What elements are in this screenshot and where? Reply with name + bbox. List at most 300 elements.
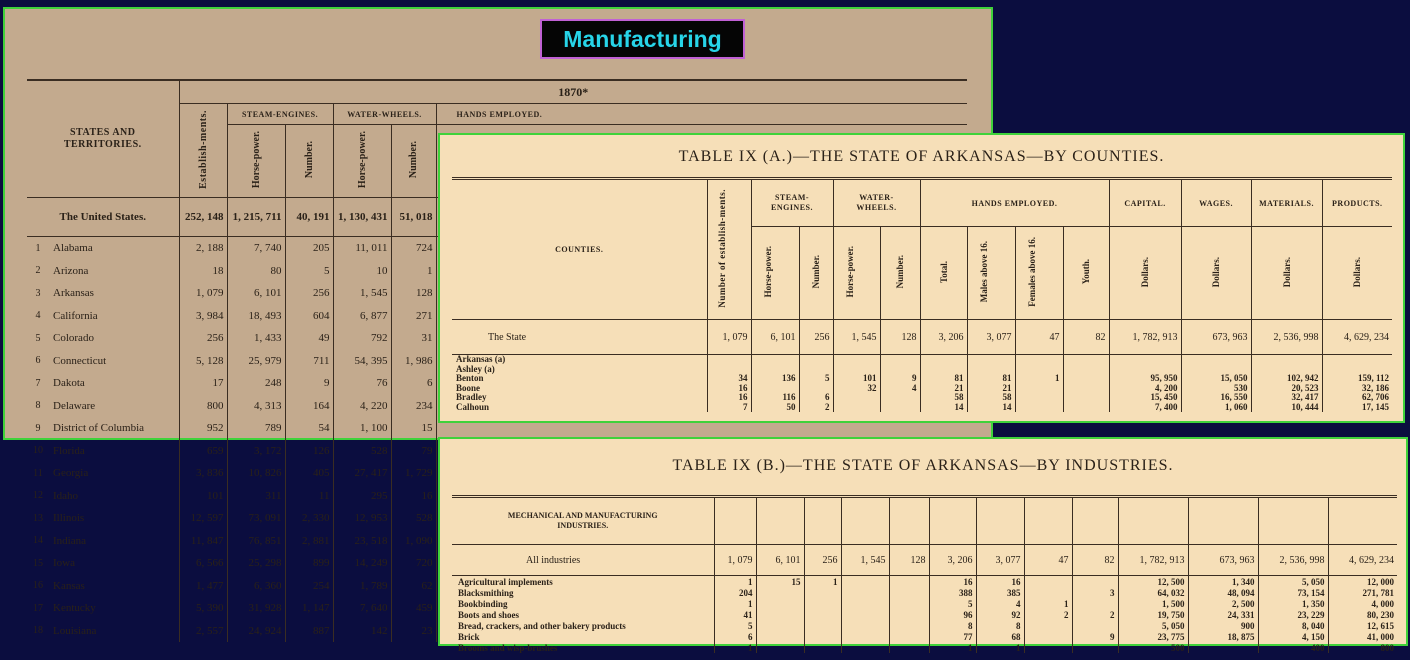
subheader-label: Males above 16. bbox=[979, 241, 989, 303]
table-cell: 6, 101 bbox=[227, 282, 285, 305]
header-cell bbox=[1258, 497, 1328, 545]
row-number: 11 bbox=[33, 467, 43, 479]
table-cell: 5 bbox=[285, 260, 333, 283]
table-cell: 12, 000 bbox=[1328, 576, 1397, 588]
col-industries: MECHANICAL AND MANUFACTURING INDUSTRIES. bbox=[507, 511, 658, 530]
table-cell: 14 bbox=[967, 403, 1015, 413]
table-cell bbox=[1024, 642, 1072, 653]
table-cell bbox=[1072, 642, 1118, 653]
table-cell: 4, 629, 234 bbox=[1322, 320, 1392, 355]
table-cell: 2, 536, 998 bbox=[1258, 545, 1328, 576]
group-water-wheels: WATER-WHEELS. bbox=[856, 193, 897, 212]
table-cell: 159, 112 bbox=[1322, 374, 1392, 384]
state-name: Iowa bbox=[49, 552, 179, 575]
table-cell bbox=[841, 598, 889, 609]
table-cell: 1 bbox=[804, 576, 841, 588]
table-cell: 1, 545 bbox=[841, 545, 889, 576]
table-cell: 58 bbox=[967, 393, 1015, 403]
header-cell bbox=[841, 497, 889, 545]
table-cell: 101 bbox=[833, 374, 880, 384]
table-cell bbox=[889, 576, 929, 588]
row-number: 1 bbox=[35, 242, 41, 254]
table-cell bbox=[756, 598, 804, 609]
table-cell bbox=[1015, 393, 1063, 403]
table-cell: 50 bbox=[751, 403, 799, 413]
table-cell: 256 bbox=[285, 282, 333, 305]
table-cell bbox=[756, 642, 804, 653]
table-cell: 4, 220 bbox=[333, 395, 391, 418]
table-cell: 789 bbox=[227, 417, 285, 440]
table-cell: 4 bbox=[976, 598, 1024, 609]
table-cell bbox=[1063, 355, 1109, 365]
header-cell bbox=[889, 497, 929, 545]
state-name: Kansas bbox=[49, 575, 179, 598]
group-capital: CAPITAL. bbox=[1109, 179, 1181, 227]
table-cell: 12, 597 bbox=[179, 507, 227, 530]
table-cell: 254 bbox=[285, 575, 333, 598]
header-cell bbox=[804, 497, 841, 545]
table-cell: 102, 942 bbox=[1251, 374, 1322, 384]
table-cell: 18, 875 bbox=[1188, 631, 1258, 642]
table-cell: 1, 079 bbox=[714, 545, 756, 576]
table-cell bbox=[751, 355, 799, 365]
table-cell: 48, 094 bbox=[1188, 587, 1258, 598]
table-cell bbox=[1024, 620, 1072, 631]
state-name: Colorado bbox=[49, 327, 179, 350]
table-cell: 51, 018 bbox=[391, 198, 436, 237]
year-heading: 1870* bbox=[179, 80, 967, 104]
table-cell bbox=[889, 598, 929, 609]
table-cell: 7, 640 bbox=[333, 597, 391, 620]
table-cell: 95, 950 bbox=[1109, 374, 1181, 384]
subheader-label: Number. bbox=[895, 255, 905, 289]
table-cell: 16 bbox=[707, 393, 751, 403]
table-cell: 1 bbox=[1015, 374, 1063, 384]
table-cell: 1, 500 bbox=[1118, 598, 1188, 609]
col-establishments: Number of establish-ments. bbox=[717, 189, 727, 308]
table-row bbox=[452, 403, 1392, 413]
table-cell: 15, 050 bbox=[1181, 374, 1251, 384]
table-cell: 17 bbox=[179, 372, 227, 395]
table-cell: 1, 215, 711 bbox=[227, 198, 285, 237]
subheader-label: Youth. bbox=[1081, 259, 1092, 285]
table-cell: 3, 077 bbox=[976, 545, 1024, 576]
table-row bbox=[452, 609, 1397, 620]
subheader-cell bbox=[920, 227, 967, 320]
group-hands: HANDS EMPLOYED. bbox=[456, 109, 543, 119]
county-name: Calhoun bbox=[456, 401, 490, 412]
table-cell: 724 bbox=[391, 237, 436, 260]
county-name: Bradley bbox=[456, 392, 487, 403]
table-a bbox=[452, 177, 1392, 412]
table-cell: 64, 032 bbox=[1118, 587, 1188, 598]
table-cell: 5, 050 bbox=[1118, 620, 1188, 631]
table-cell bbox=[756, 609, 804, 620]
state-name: District of Columbia bbox=[49, 417, 179, 440]
table-cell: 41, 000 bbox=[1328, 631, 1397, 642]
table-cell bbox=[1188, 642, 1258, 653]
table-cell: 5 bbox=[714, 620, 756, 631]
table-cell: 79 bbox=[391, 440, 436, 463]
table-cell bbox=[967, 355, 1015, 365]
table-cell: 5, 128 bbox=[179, 350, 227, 373]
header-cell bbox=[1024, 497, 1072, 545]
table-cell: 16 bbox=[707, 384, 751, 394]
table-cell: 3, 206 bbox=[920, 320, 967, 355]
table-cell: 31, 928 bbox=[227, 597, 285, 620]
table-cell: 8, 040 bbox=[1258, 620, 1328, 631]
table-cell: 126 bbox=[285, 440, 333, 463]
table-cell: 673, 963 bbox=[1188, 545, 1258, 576]
table-cell: 1, 079 bbox=[707, 320, 751, 355]
table-cell bbox=[1072, 598, 1118, 609]
table-cell: 271 bbox=[391, 305, 436, 328]
table-cell bbox=[1063, 393, 1109, 403]
table-cell bbox=[1072, 576, 1118, 588]
table-cell: 2 bbox=[799, 403, 833, 413]
table-cell: 23, 229 bbox=[1258, 609, 1328, 620]
group-steam-engines: STEAM-ENGINES. bbox=[770, 193, 813, 212]
table-cell: 659 bbox=[179, 440, 227, 463]
table-cell bbox=[707, 355, 751, 365]
county-name: Arkansas (a) bbox=[456, 354, 506, 365]
table-cell: 15 bbox=[756, 576, 804, 588]
row-number: 2 bbox=[35, 265, 41, 277]
table-cell bbox=[1015, 355, 1063, 365]
table-cell bbox=[804, 587, 841, 598]
table-cell: 459 bbox=[391, 597, 436, 620]
state-name: Louisiana bbox=[49, 620, 179, 643]
subheader-label: Dollars. bbox=[1281, 256, 1292, 288]
table-cell: 4, 629, 234 bbox=[1328, 545, 1397, 576]
table-cell: 3, 836 bbox=[179, 462, 227, 485]
table-cell: 54 bbox=[285, 417, 333, 440]
table-cell bbox=[756, 620, 804, 631]
table-cell: 164 bbox=[285, 395, 333, 418]
table-cell: 76 bbox=[333, 372, 391, 395]
table-cell: 5, 050 bbox=[1258, 576, 1328, 588]
table-cell bbox=[804, 631, 841, 642]
table-cell bbox=[841, 631, 889, 642]
table-row bbox=[452, 642, 1397, 653]
table-cell: 6, 101 bbox=[756, 545, 804, 576]
table-cell: 1, 729 bbox=[391, 462, 436, 485]
col-steam-hp: Horse-power. bbox=[250, 130, 262, 189]
header-cell bbox=[1072, 497, 1118, 545]
table-cell: 6, 360 bbox=[227, 575, 285, 598]
table-row bbox=[452, 620, 1397, 631]
table-cell: 16 bbox=[929, 576, 976, 588]
table-cell: 900 bbox=[1188, 620, 1258, 631]
table-cell bbox=[804, 598, 841, 609]
page-title: Manufacturing bbox=[540, 19, 745, 59]
table-cell: 3, 984 bbox=[179, 305, 227, 328]
col-water-hp: Horse-power. bbox=[356, 130, 368, 189]
table-cell: 248 bbox=[227, 372, 285, 395]
table-cell: 18 bbox=[179, 260, 227, 283]
table-cell bbox=[889, 587, 929, 598]
table-cell: 10, 826 bbox=[227, 462, 285, 485]
subheader-label: Dollars. bbox=[1211, 256, 1222, 288]
table-cell: 80 bbox=[227, 260, 285, 283]
subheader-cell bbox=[967, 227, 1015, 320]
table-cell: 15, 450 bbox=[1109, 393, 1181, 403]
subheader-label: Dollars. bbox=[1140, 256, 1151, 288]
table-cell: 1, 477 bbox=[179, 575, 227, 598]
table-cell: 73, 154 bbox=[1258, 587, 1328, 598]
table-cell: 9 bbox=[1072, 631, 1118, 642]
table-cell: 1, 433 bbox=[227, 327, 285, 350]
state-name: Kentucky bbox=[49, 597, 179, 620]
table-cell: 142 bbox=[333, 620, 391, 643]
state-name: Illinois bbox=[49, 507, 179, 530]
table-row bbox=[452, 374, 1392, 384]
table-cell bbox=[1015, 384, 1063, 394]
col-steam-number: Number. bbox=[303, 140, 315, 179]
table-cell: 41 bbox=[714, 609, 756, 620]
table-row bbox=[452, 355, 1392, 365]
table-cell: 2, 500 bbox=[1188, 598, 1258, 609]
state-name: Alabama bbox=[49, 237, 179, 260]
table-cell bbox=[804, 609, 841, 620]
table-cell bbox=[889, 620, 929, 631]
table-cell bbox=[841, 609, 889, 620]
row-number: 12 bbox=[33, 490, 43, 502]
table-cell bbox=[841, 620, 889, 631]
subheader-cell bbox=[1181, 227, 1251, 320]
table-cell bbox=[1072, 620, 1118, 631]
table-cell: 4 bbox=[880, 384, 920, 394]
row-number: 15 bbox=[33, 557, 43, 569]
header-cell bbox=[1328, 497, 1397, 545]
table-cell: 256 bbox=[804, 545, 841, 576]
subheader-cell bbox=[1109, 227, 1181, 320]
table-cell bbox=[841, 587, 889, 598]
table-cell: 1, 545 bbox=[833, 320, 880, 355]
table-cell: 899 bbox=[285, 552, 333, 575]
county-name: Benton bbox=[456, 373, 484, 384]
subheader-label: Horse-power. bbox=[844, 246, 855, 298]
table-cell: 20, 523 bbox=[1251, 384, 1322, 394]
subheader-cell bbox=[833, 227, 880, 320]
subheader-cell bbox=[1063, 227, 1109, 320]
header-cell bbox=[1188, 497, 1258, 545]
row-number: 9 bbox=[35, 422, 41, 434]
table-cell: 604 bbox=[285, 305, 333, 328]
table-cell bbox=[833, 355, 880, 365]
table-cell: 204 bbox=[714, 587, 756, 598]
state-name: Georgia bbox=[49, 462, 179, 485]
state-name: California bbox=[49, 305, 179, 328]
table-cell: 4, 200 bbox=[1109, 384, 1181, 394]
table-cell: 32, 417 bbox=[1251, 393, 1322, 403]
table-cell: 32, 186 bbox=[1322, 384, 1392, 394]
table-cell: 14 bbox=[920, 403, 967, 413]
row-number: 13 bbox=[33, 512, 43, 524]
table-row bbox=[452, 576, 1397, 588]
table-cell bbox=[1063, 374, 1109, 384]
table-cell: 1, 340 bbox=[1188, 576, 1258, 588]
row-number: 10 bbox=[33, 445, 43, 457]
table-cell: 11 bbox=[285, 485, 333, 508]
table-cell: 4, 313 bbox=[227, 395, 285, 418]
table-cell: 12, 500 bbox=[1118, 576, 1188, 588]
table-cell: 3, 172 bbox=[227, 440, 285, 463]
col-establishments: Establish-ments. bbox=[197, 110, 209, 189]
table-cell: 62 bbox=[391, 575, 436, 598]
table-cell: 271, 781 bbox=[1328, 587, 1397, 598]
table-cell: 49 bbox=[285, 327, 333, 350]
table-cell: 4, 000 bbox=[1328, 598, 1397, 609]
table-cell: 68 bbox=[976, 631, 1024, 642]
table-cell bbox=[804, 620, 841, 631]
table-cell: 7, 400 bbox=[1109, 403, 1181, 413]
table-cell: 23, 518 bbox=[333, 530, 391, 553]
table-cell: 2, 557 bbox=[179, 620, 227, 643]
table-cell: 34 bbox=[707, 374, 751, 384]
col-water-number: Number. bbox=[408, 140, 419, 179]
table-cell: 31 bbox=[391, 327, 436, 350]
table-cell: 1, 090 bbox=[391, 530, 436, 553]
subheader-label: Total. bbox=[938, 261, 949, 283]
table-cell: 500 bbox=[1118, 642, 1188, 653]
table-cell bbox=[1109, 355, 1181, 365]
group-wages: WAGES. bbox=[1181, 179, 1251, 227]
table-cell bbox=[880, 403, 920, 413]
table-cell: 400 bbox=[1258, 642, 1328, 653]
row-number: 6 bbox=[35, 355, 41, 367]
table-cell: 234 bbox=[391, 395, 436, 418]
table-cell: 3 bbox=[1072, 587, 1118, 598]
table-cell: 16, 550 bbox=[1181, 393, 1251, 403]
group-water-wheels: WATER-WHEELS. bbox=[333, 104, 436, 125]
subheader-cell bbox=[751, 227, 799, 320]
header-cell bbox=[929, 497, 976, 545]
table-cell: 58 bbox=[920, 393, 967, 403]
industry-name: Boots and shoes bbox=[458, 609, 520, 620]
table-cell: 16 bbox=[391, 485, 436, 508]
table-cell: 82 bbox=[1063, 320, 1109, 355]
table-cell: 1, 100 bbox=[333, 417, 391, 440]
table-cell bbox=[1024, 576, 1072, 588]
state-name: Arizona bbox=[49, 260, 179, 283]
table-cell: 887 bbox=[285, 620, 333, 643]
group-steam-engines: STEAM-ENGINES. bbox=[227, 104, 333, 125]
state-name: Arkansas bbox=[49, 282, 179, 305]
row-number: 5 bbox=[35, 332, 41, 344]
table-cell: 2, 536, 998 bbox=[1251, 320, 1322, 355]
county-name: Boone bbox=[456, 382, 481, 393]
table-cell: 1, 545 bbox=[333, 282, 391, 305]
table-cell: 116 bbox=[751, 393, 799, 403]
table-cell: 388 bbox=[929, 587, 976, 598]
table-cell bbox=[920, 355, 967, 365]
table-cell: 711 bbox=[285, 350, 333, 373]
table-cell: 5 bbox=[929, 598, 976, 609]
state-name: Idaho bbox=[49, 485, 179, 508]
table-cell: 1 bbox=[714, 598, 756, 609]
table-row bbox=[452, 384, 1392, 394]
group-materials: MATERIALS. bbox=[1251, 179, 1322, 227]
subheader-label: Females above 16. bbox=[1027, 237, 1037, 307]
table-cell: 128 bbox=[880, 320, 920, 355]
table-cell bbox=[880, 393, 920, 403]
row-number: 7 bbox=[35, 377, 41, 389]
table-cell: 1 bbox=[929, 642, 976, 653]
table-cell: 311 bbox=[227, 485, 285, 508]
table-cell: 25, 298 bbox=[227, 552, 285, 575]
table-cell: 528 bbox=[391, 507, 436, 530]
table-cell: 17, 145 bbox=[1322, 403, 1392, 413]
state-name: Florida bbox=[49, 440, 179, 463]
table-cell: 1, 350 bbox=[1258, 598, 1328, 609]
header-cell bbox=[976, 497, 1024, 545]
table-cell bbox=[1322, 355, 1392, 365]
table-cell: 256 bbox=[179, 327, 227, 350]
table-cell bbox=[804, 642, 841, 653]
table-cell bbox=[1251, 355, 1322, 365]
header-cell bbox=[1118, 497, 1188, 545]
table-row bbox=[452, 587, 1397, 598]
table-cell: 2, 188 bbox=[179, 237, 227, 260]
table-cell: 96 bbox=[929, 609, 976, 620]
table-cell: 2 bbox=[1024, 609, 1072, 620]
table-cell: 6, 566 bbox=[179, 552, 227, 575]
table-cell: 136 bbox=[751, 374, 799, 384]
table-cell: 405 bbox=[285, 462, 333, 485]
row-number: 16 bbox=[33, 580, 43, 592]
table-cell: 252, 148 bbox=[179, 198, 227, 237]
table-cell: 76, 851 bbox=[227, 530, 285, 553]
table-cell: 1, 986 bbox=[391, 350, 436, 373]
group-products: PRODUCTS. bbox=[1322, 179, 1392, 227]
table-cell: 81 bbox=[920, 374, 967, 384]
table-cell: 256 bbox=[799, 320, 833, 355]
industry-name: Brooms and wisp-brushes bbox=[458, 642, 558, 653]
table-cell: 1, 079 bbox=[179, 282, 227, 305]
table-cell: 295 bbox=[333, 485, 391, 508]
state-name: Indiana bbox=[49, 530, 179, 553]
industry-name: Brick bbox=[458, 631, 480, 642]
table-cell: 205 bbox=[285, 237, 333, 260]
table-cell bbox=[756, 587, 804, 598]
industry-name: Bread, crackers, and other bakery products bbox=[458, 620, 626, 631]
table-row bbox=[452, 393, 1392, 403]
table-cell: 8 bbox=[929, 620, 976, 631]
table-cell: 21 bbox=[920, 384, 967, 394]
subheader-label: Number. bbox=[811, 255, 821, 289]
table-cell: 1, 130, 431 bbox=[333, 198, 391, 237]
table-cell: 7 bbox=[707, 403, 751, 413]
table-row bbox=[452, 598, 1397, 609]
table-cell: 6 bbox=[714, 631, 756, 642]
table-cell: 128 bbox=[391, 282, 436, 305]
group-other-headings bbox=[436, 104, 967, 125]
table-cell: 1, 782, 913 bbox=[1118, 545, 1188, 576]
table-cell: 77 bbox=[929, 631, 976, 642]
table-cell: 5, 390 bbox=[179, 597, 227, 620]
table-cell: 6, 101 bbox=[751, 320, 799, 355]
table-cell: 82 bbox=[1072, 545, 1118, 576]
table-cell: 9 bbox=[880, 374, 920, 384]
table-cell: 673, 963 bbox=[1181, 320, 1251, 355]
table-cell: 18, 493 bbox=[227, 305, 285, 328]
row-number: 3 bbox=[35, 287, 41, 299]
table-cell bbox=[1063, 384, 1109, 394]
table-cell bbox=[1181, 355, 1251, 365]
table-cell: 8 bbox=[976, 620, 1024, 631]
table-cell: 47 bbox=[1015, 320, 1063, 355]
